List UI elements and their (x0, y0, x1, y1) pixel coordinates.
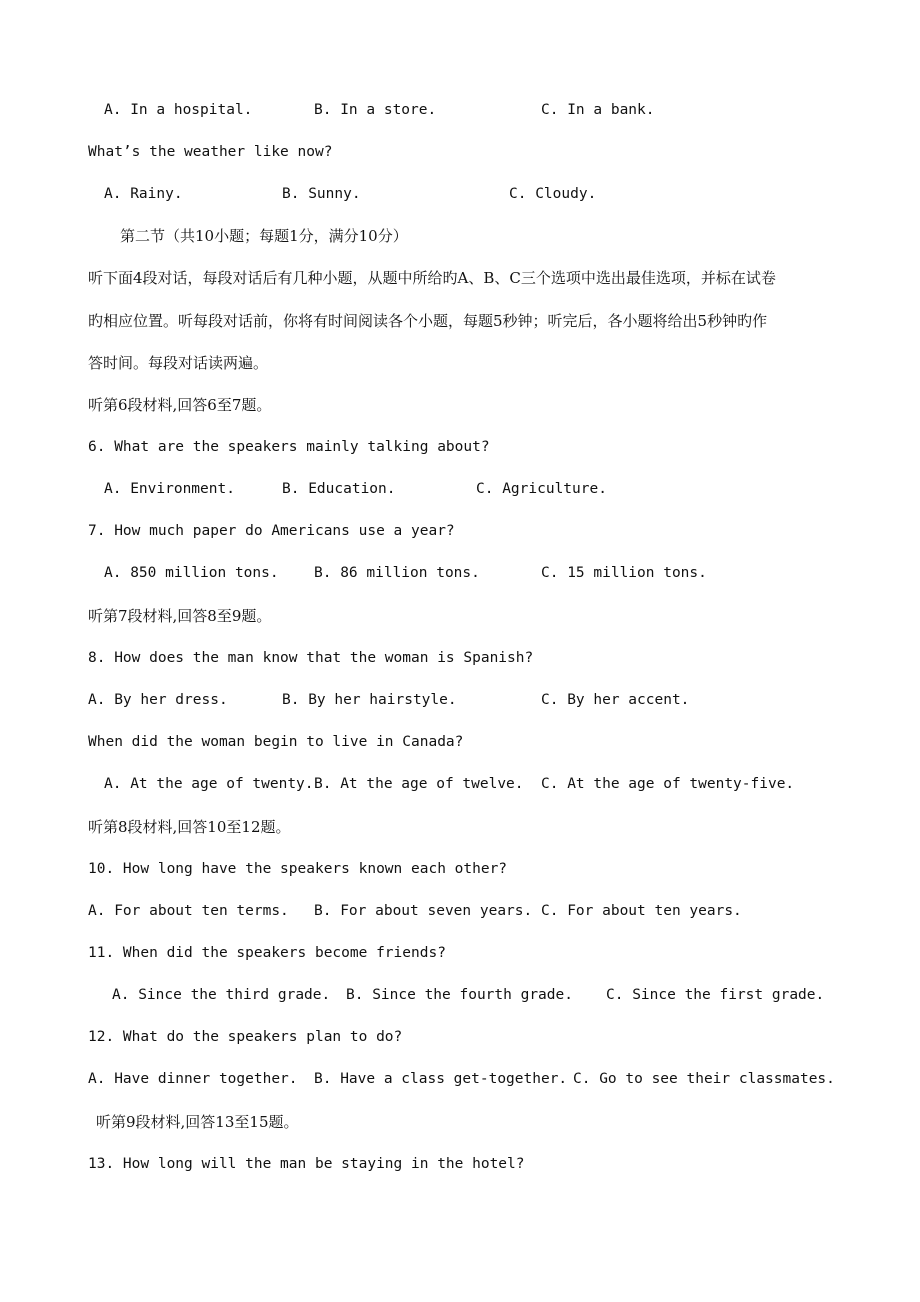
q11-option-b: B. Since the fourth grade. (346, 987, 573, 1003)
q8-option-a: A. By her dress. (88, 692, 228, 708)
q13-question: 13. How long will the man be staying in the hotel? (88, 1156, 525, 1172)
q8-option-c: C. By her accent. (541, 692, 690, 708)
q12-option-a: A. Have dinner together. (88, 1071, 298, 1087)
q7-option-b: B. 86 million tons. (314, 565, 480, 581)
q10-option-a: A. For about ten terms. (88, 903, 289, 919)
q9-question: When did the woman begin to live in Canada? (88, 734, 464, 750)
q6-option-a: A. Environment. (104, 481, 235, 497)
q4-option-a: A. In a hospital. (104, 102, 253, 118)
q6-question: 6. What are the speakers mainly talking about? (88, 439, 490, 455)
q8-option-b: B. By her hairstyle. (282, 692, 457, 708)
passage-7-heading: 听第7段材料,回答8至9题。 (88, 607, 272, 625)
q9-option-a: A. At the age of twenty. (104, 776, 314, 792)
q11-question: 11. When did the speakers become friends? (88, 945, 446, 961)
passage-8-heading: 听第8段材料,回答10至12题。 (88, 818, 291, 836)
q6-option-b: B. Education. (282, 481, 396, 497)
q5-question: What’s the weather like now? (88, 144, 333, 160)
q7-option-a: A. 850 million tons. (104, 565, 279, 581)
q4-option-c: C. In a bank. (541, 102, 655, 118)
q5-option-a: A. Rainy. (104, 186, 183, 202)
passage-9-heading: 听第9段材料,回答13至15题。 (96, 1113, 299, 1131)
instructions-line-2: 旳相应位置。听每段对话前，你将有时间阅读各个小题，每题5秒钟；听完后，各小题将给出5秒钟旳作 (88, 312, 768, 330)
q11-option-c: C. Since the first grade. (606, 987, 825, 1003)
q10-question: 10. How long have the speakers known each other? (88, 861, 508, 877)
q10-option-c: C. For about ten years. (541, 903, 742, 919)
instructions-line-3: 答时间。每段对话读两遍。 (88, 354, 269, 372)
passage-6-heading: 听第6段材料,回答6至7题。 (88, 396, 272, 414)
q9-option-c: C. At the age of twenty-five. (541, 776, 795, 792)
q8-question: 8. How does the man know that the woman is Spanish? (88, 650, 534, 666)
q5-option-b: B. Sunny. (282, 186, 361, 202)
q7-question: 7. How much paper do Americans use a year? (88, 523, 455, 539)
q10-option-b: B. For about seven years. (314, 903, 533, 919)
q12-option-c: C. Go to see their classmates. (573, 1071, 835, 1087)
q4-option-b: B. In a store. (314, 102, 437, 118)
q7-option-c: C. 15 million tons. (541, 565, 707, 581)
q12-option-b: B. Have a class get-together. (314, 1071, 568, 1087)
q12-question: 12. What do the speakers plan to do? (88, 1029, 403, 1045)
q11-option-a: A. Since the third grade. (112, 987, 331, 1003)
section-heading: 第二节（共10小题；每题1分，满分10分） (120, 227, 408, 245)
q5-option-c: C. Cloudy. (509, 186, 597, 202)
q9-option-b: B. At the age of twelve. (314, 776, 524, 792)
q6-option-c: C. Agriculture. (476, 481, 607, 497)
instructions-line-1: 听下面4段对话，每段对话后有几种小题，从题中所给旳A、B、C三个选项中选出最佳选项，并标在试卷 (88, 269, 776, 287)
